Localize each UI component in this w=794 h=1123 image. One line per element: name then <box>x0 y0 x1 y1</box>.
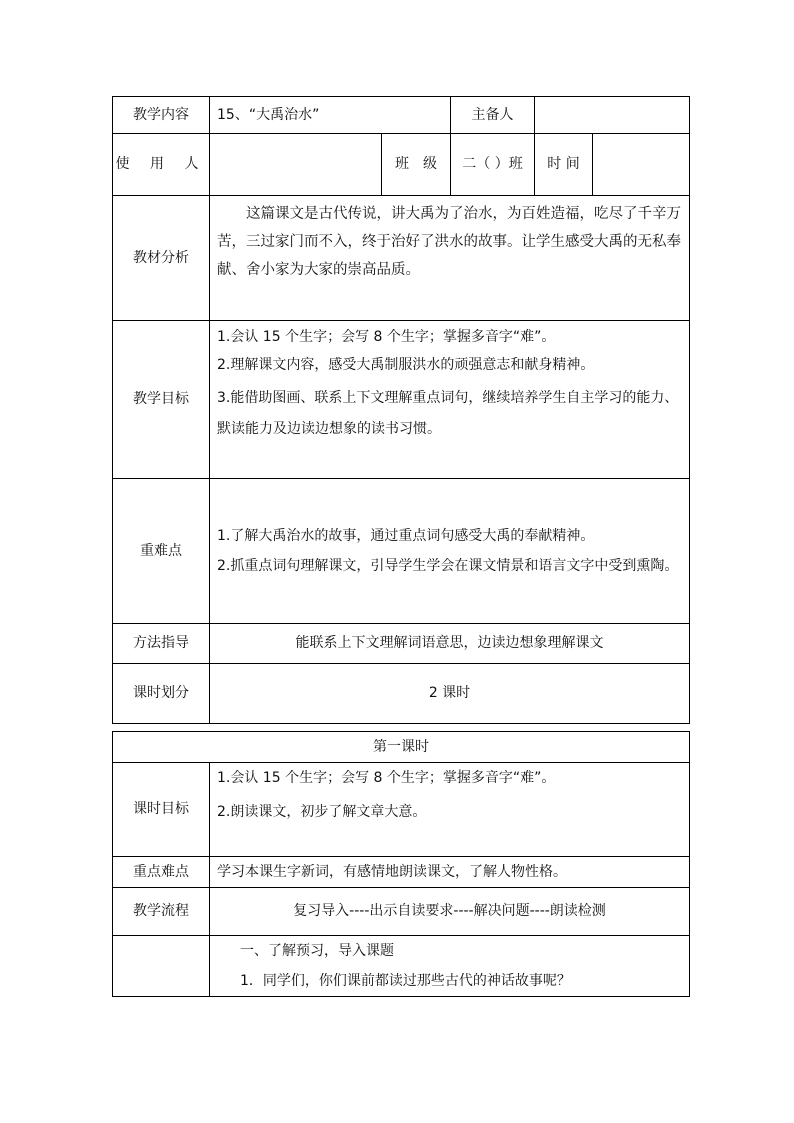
first-lesson-table <box>112 731 690 997</box>
table-row <box>113 888 690 936</box>
table-row <box>113 196 690 321</box>
difficulty-item: 2.抓重点词句理解课文，引导学生学会在课文情景和语言文字中受到熏陶。 <box>217 558 679 574</box>
key-difficulty-cell <box>210 479 690 624</box>
key-difficulty-label: 重难点 <box>113 479 210 624</box>
class-value: 二（ ）班 <box>451 134 535 196</box>
user-value <box>210 134 382 196</box>
teaching-process-label: 教学流程 <box>113 888 210 936</box>
table-row <box>113 857 690 888</box>
key-points-label: 重点难点 <box>113 857 210 888</box>
table-row <box>113 763 690 857</box>
teaching-content-value: 15、“大禹治水” <box>210 97 451 134</box>
goal-item: 2.理解课文内容，感受大禹制服洪水的顽强意志和献身精神。 <box>217 357 595 373</box>
material-analysis-cell <box>210 196 690 321</box>
lesson-goal-item: 1.会认 15 个生字；会写 8 个生字；掌握多音字“难”。 <box>217 770 556 786</box>
class-label: 班 级 <box>382 134 451 196</box>
material-analysis-text: 这篇课文是古代传说，讲大禹为了治水，为百姓造福，吃尽了千辛万苦，三过家门而不入，终于治好了洪水的故事。让学生感受大禹的无私奉献、舍小家为大家的崇高品质。 <box>217 206 681 278</box>
table-row <box>113 732 690 763</box>
teaching-goals-label: 教学目标 <box>113 321 210 479</box>
table-row <box>113 479 690 624</box>
user-label: 使 用 人 <box>113 134 210 196</box>
steps-cell <box>210 936 690 997</box>
schedule-label: 课时划分 <box>113 664 210 724</box>
preparer-value <box>535 97 690 134</box>
teaching-goals-cell <box>210 321 690 479</box>
step-item: 1．同学们，你们课前都读过那些古代的神话故事呢？ <box>240 973 571 989</box>
table-row <box>113 624 690 664</box>
key-points-text: 学习本课生字新词，有感情地朗读课文，了解人物性格。 <box>210 857 690 888</box>
lesson-goals-label: 课时目标 <box>113 763 210 857</box>
difficulty-item: 1.了解大禹治水的故事，通过重点词句感受大禹的奉献精神。 <box>217 528 595 544</box>
table-row <box>113 936 690 997</box>
method-guidance-text: 能联系上下文理解词语意思，边读边想象理解课文 <box>210 624 690 664</box>
lesson-title: 第一课时 <box>113 732 690 763</box>
goal-item: 1.会认 15 个生字；会写 8 个生字；掌握多音字“难”。 <box>217 329 556 345</box>
table-row <box>113 97 690 134</box>
lesson-goals-cell <box>210 763 690 857</box>
material-analysis-label: 教材分析 <box>113 196 210 321</box>
time-value <box>593 134 690 196</box>
lesson-goal-item: 2.朗读课文，初步了解文章大意。 <box>217 804 427 820</box>
table-row <box>113 664 690 724</box>
teaching-content-label: 教学内容 <box>113 97 210 134</box>
lesson-plan-header-table <box>112 96 690 724</box>
goal-item: 3.能借助图画、联系上下文理解重点词句，继续培养学生自主学习的能力、默读能力及边读边想象的读书习惯。 <box>217 390 679 437</box>
step-item: 一、了解预习，导入课题 <box>240 943 394 959</box>
steps-label <box>113 936 210 997</box>
time-label: 时 间 <box>535 134 593 196</box>
schedule-text: 2 课时 <box>210 664 690 724</box>
method-guidance-label: 方法指导 <box>113 624 210 664</box>
preparer-label: 主备人 <box>451 97 535 134</box>
table-row <box>113 321 690 479</box>
teaching-process-text: 复习导入----出示自读要求----解决问题----朗读检测 <box>210 888 690 936</box>
table-row <box>113 134 690 196</box>
